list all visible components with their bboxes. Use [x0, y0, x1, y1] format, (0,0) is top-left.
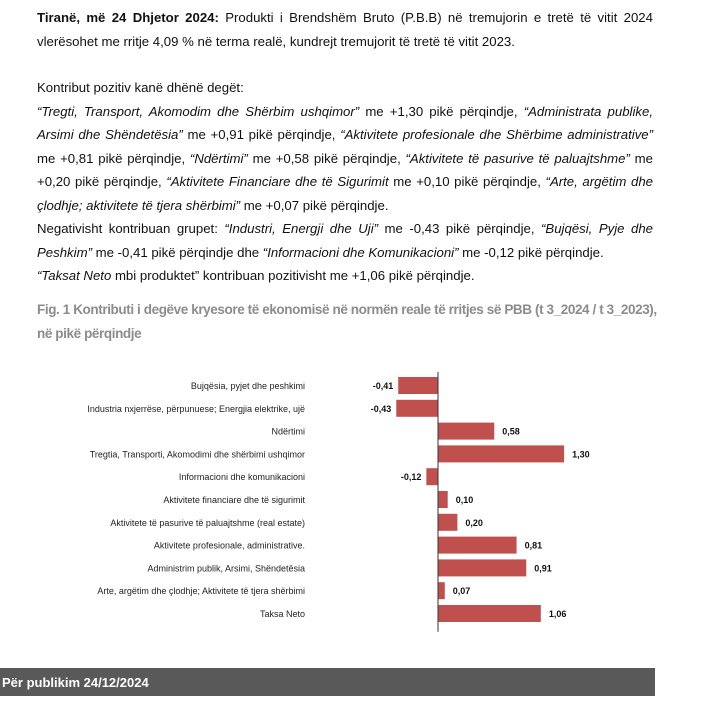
value-label: -0,43	[370, 403, 392, 414]
category-label: Administrim publik, Arsimi, Shëndetësia	[147, 563, 305, 574]
category-label: Aktivitete profesionale, administrative.	[153, 540, 305, 551]
figure-title: Fig. 1 Kontributi i degëve kryesore të ekonomisë në normën reale të rritjes së PBB (t 3_2024 / t 3_2023), në pikë përqindje	[37, 302, 657, 341]
publication-date: Për publikim 24/12/2024	[2, 675, 149, 690]
positive-item-text: me +1,30 pikë përqindje,	[359, 103, 524, 119]
value-label: -0,12	[400, 472, 422, 483]
positive-item-text: me +0,10 pikë përqindje,	[388, 174, 546, 189]
category-label: Industria nxjerrëse, përpunuese; Energjia elektrike, ujë	[87, 403, 305, 414]
bar	[438, 559, 526, 576]
positive-item-name: “Aktivitete të pasurive të paluajtshme”	[405, 150, 630, 166]
value-label: 0,58	[502, 426, 520, 437]
positive-item-text: me +0,07 pikë përqindje.	[240, 197, 389, 213]
negative-item-name: “Informacioni dhe Komunikacioni”	[262, 244, 459, 260]
negative-prefix: Negativisht kontribuan grupet:	[37, 221, 225, 236]
bar	[396, 400, 438, 417]
positive-item-name: “Aktivitete profesionale dhe Shërbime administrative”	[340, 127, 654, 142]
value-label: 1,30	[572, 449, 590, 460]
category-label: Aktivitete të pasurive të paluajtshme (real estate)	[110, 517, 305, 528]
bar	[438, 423, 494, 440]
value-label: 0,20	[465, 517, 483, 528]
bar	[438, 445, 564, 462]
intro-heading: Tiranë, më 24 Dhjetor 2024:	[37, 10, 219, 25]
negative-item-name: “Bujqësi, Pyje dhe Peshkim”	[37, 221, 653, 260]
category-label: Arte, argëtim dhe çlodhje; Aktivitete të tjera shërbimi	[97, 586, 305, 597]
value-label: -0,41	[372, 381, 394, 391]
value-label: 0,81	[524, 540, 543, 551]
negative-item-name: “Industri, Energji dhe Uji”	[224, 221, 379, 236]
value-label: 0,07	[452, 586, 471, 597]
taxes-text: mbi produktet” kontribuan pozitivisht me +1,06 pikë përqindje.	[111, 268, 475, 283]
bar	[438, 605, 541, 622]
negative-item-text: me -0,12 pikë përqindje.	[458, 244, 604, 260]
negative-item-text: me -0,43 pikë përqindje,	[378, 221, 542, 236]
category-label: Informacioni dhe komunikacioni	[178, 472, 305, 483]
bar	[398, 377, 438, 394]
negative-contributions	[37, 217, 653, 264]
positive-item-name: “Ndërtimi”	[189, 150, 248, 166]
intro-text: Produkti i Brendshëm Bruto (P.B.B) në tremujorin e tretë të vitit 2024 vlerësohet me rritje 4,09 % në terma realë, kundrejt tremujorit të tretë të vitit 2023.	[37, 10, 653, 49]
positive-item-name: “Aktivitete Financiare dhe të Sigurimit	[166, 174, 389, 189]
negative-item-text: me -0,41 pikë përqindje dhe	[91, 244, 263, 260]
bar	[426, 468, 438, 485]
intro-paragraph	[37, 6, 653, 53]
category-label: Taksa Neto	[259, 609, 305, 619]
bar	[438, 514, 457, 531]
press-release-text	[37, 6, 653, 288]
positive-item-text: me +0,81 pikë përqindje,	[37, 150, 190, 166]
positive-contributions	[37, 100, 653, 218]
positive-item-text: me +0,58 pikë përqindje,	[247, 150, 406, 166]
taxes-paragraph	[37, 264, 653, 288]
positive-item-name: “Tregti, Transport, Akomodim dhe Shërbim ushqimor”	[37, 103, 360, 119]
contribution-bar-chart	[0, 370, 713, 640]
bar	[438, 537, 517, 554]
category-label: Tregtia, Transporti, Akomodimi dhe shërbimi ushqimor	[89, 449, 305, 460]
bar	[438, 491, 448, 508]
bar	[438, 582, 445, 599]
positive-item-text: me +0,91 pikë përqindje,	[182, 127, 341, 142]
positive-item-name: “Arte, argëtim dhe çlodhje; aktivitete të tjera shërbimi”	[37, 174, 654, 213]
positive-item-name: “Administrata publike, Arsimi dhe Shëndetësia”	[37, 103, 653, 142]
value-label: 1,06	[548, 609, 567, 619]
value-label: 0,10	[455, 495, 474, 505]
value-label: 0,91	[534, 563, 552, 574]
category-label: Ndërtimi	[271, 426, 305, 437]
category-label: Aktivitete financiare dhe të sigurimit	[163, 495, 305, 505]
taxes-name: “Taksat Neto	[37, 268, 112, 283]
positive-heading: Kontribut pozitiv kanë dhënë degët:	[37, 80, 244, 95]
category-label: Bujqësia, pyjet dhe peshkimi	[190, 381, 305, 391]
positive-item-text: me +0,20 pikë përqindje,	[37, 150, 653, 189]
